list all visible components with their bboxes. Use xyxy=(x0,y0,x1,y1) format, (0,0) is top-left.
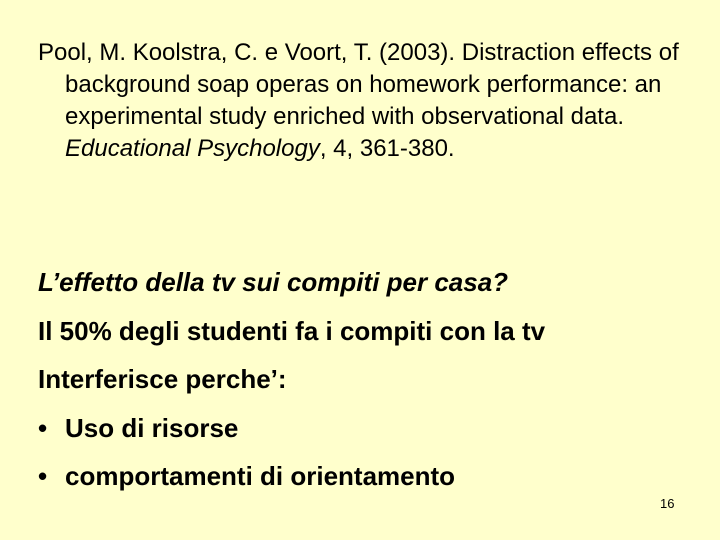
page-number: 16 xyxy=(660,496,675,511)
list-item-text: Uso di risorse xyxy=(65,412,239,443)
slide-body xyxy=(38,258,698,501)
list-item xyxy=(38,404,698,453)
reference-volume-pages: , 4, 361-380. xyxy=(319,135,455,162)
list-item-text: comportamenti di orientamento xyxy=(65,461,456,491)
reference-authors-title: Pool, M. Koolstra, C. e Voort, T. (2003). Distraction effects of background soap operas on homework performance: an experimental study enriched with observational data. xyxy=(38,39,679,130)
interference-intro: Interferisce perche’: xyxy=(38,364,287,394)
list-item xyxy=(38,452,698,501)
bullet-icon: • xyxy=(38,461,48,491)
reference-journal: Educational Psychology xyxy=(65,135,320,162)
slide-statistic: Il 50% degli studenti fa i compiti con la tv xyxy=(38,315,546,346)
interference-list xyxy=(38,404,698,501)
bibliographic-reference xyxy=(38,37,710,165)
slide-question: L’effetto della tv sui compiti per casa? xyxy=(38,267,509,297)
bullet-icon: • xyxy=(38,412,48,443)
